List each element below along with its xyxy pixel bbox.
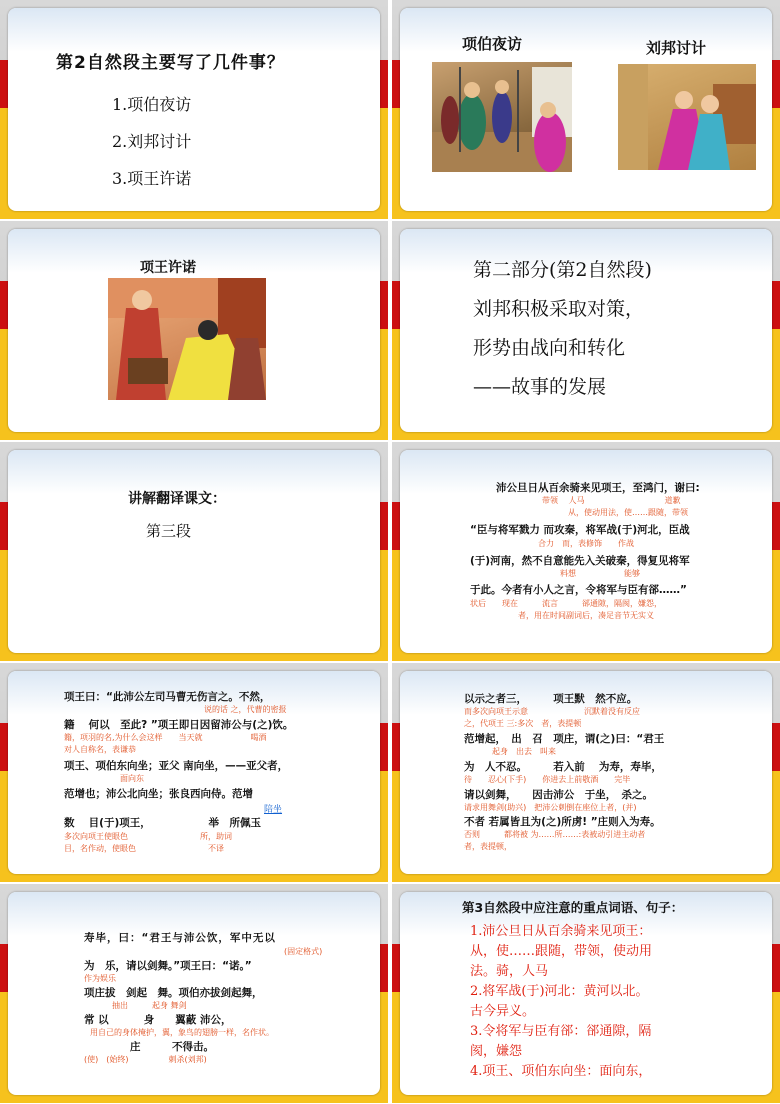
slide-7 xyxy=(0,663,388,882)
list-item: 1.项伯夜访 xyxy=(112,95,192,114)
text-line: 范增起， 出 召 项庄，谓(之)曰：“君王 xyxy=(464,733,665,745)
annotation: 者，用在时间副词后，凑足音节无实义 xyxy=(518,611,654,620)
slide-panel xyxy=(8,450,380,653)
key-point-line: 阂，嫌怨 xyxy=(470,1044,523,1059)
text-line: 沛公旦日从百余骑来见项王，至鸿门，谢曰: xyxy=(496,482,700,494)
slide-panel xyxy=(8,8,380,211)
slide-panel xyxy=(8,229,380,432)
text-line: 项王、项伯东向坐；亚父 南向坐，——亚父者， xyxy=(64,760,289,772)
illustration-liu-bang-council xyxy=(618,64,756,170)
text-line: (于)河南，然不自意能先入关破秦，得复见将军 xyxy=(470,555,690,567)
key-point-line: 古今异义。 xyxy=(470,1004,536,1019)
annotation: 面向东 xyxy=(120,774,144,783)
text-line: 为 乐，请以剑舞。”项王曰：“诺。” xyxy=(84,960,252,972)
annotation: 料想 能够 xyxy=(560,569,640,578)
section-line: ——故事的发展 xyxy=(473,376,607,398)
annotation: 之，代项王 三:多次 者，表提顿 xyxy=(464,719,582,728)
slide-title: 讲解翻译课文： xyxy=(128,491,226,507)
text-line: 常 以 身 翼蔽 沛公， xyxy=(84,1014,232,1026)
slide-6 xyxy=(392,442,780,661)
annotation: 籍，项羽的名,为什么会这样 当天就 喝酒 xyxy=(64,733,267,742)
annotation: 而多次向项王示意 沉默着没有反应 xyxy=(464,707,640,716)
text-line: 项庄拔 剑起 舞。项伯亦拔剑起舞， xyxy=(84,987,263,999)
key-point-line: 法。骑，人马 xyxy=(470,964,549,979)
section-line: 形势由战向和转化 xyxy=(473,337,626,359)
annotation: 抽出 起身 舞剑 xyxy=(112,1001,187,1010)
slide-panel xyxy=(400,892,772,1095)
section-line: 第二部分(第2自然段) xyxy=(473,259,652,281)
text-line: 范增也；沛公北向坐；张良西向侍。范增 xyxy=(64,788,253,800)
slide-question: 第2自然段主要写了几件事？ xyxy=(56,53,285,73)
text-line: 寿毕，曰：“君王与沛公饮，军中无以 xyxy=(84,932,276,944)
slide-5 xyxy=(0,442,388,661)
slide-panel xyxy=(8,671,380,874)
text-line: 数 目(于)项王， 举 所佩玉 xyxy=(64,817,262,829)
annotation: (固定格式) xyxy=(284,947,323,956)
annotation: 合力 而，表修饰 作战 xyxy=(538,539,634,548)
annotation: 目，名作动，使眼色 不译 xyxy=(64,844,224,853)
text-line: 庄 不得击。 xyxy=(130,1041,214,1053)
text-line: 请以剑舞， 因击沛公 于坐， 杀之。 xyxy=(464,789,653,801)
annotation: 说的话 之，代曹的密报 xyxy=(204,705,287,714)
text-line: “臣与将军戮力 而攻秦，将军战(于)河北，臣战 xyxy=(470,524,690,536)
slide-title: 第3自然段中应注意的重点词语、句子： xyxy=(462,900,684,915)
annotation: 请求用舞剑(助兴) 把沛公刺倒在座位上者，(并) xyxy=(464,803,637,812)
key-point-line: 从，使……跟随，带领，使动用 xyxy=(470,944,653,959)
slide-panel xyxy=(8,892,380,1095)
image-caption: 项王许诺 xyxy=(140,260,196,276)
annotation: 从，使动用法，使……跟随，带领 xyxy=(568,508,688,517)
annotation: 用自己的身体掩护，翼，象鸟的翅膀一样，名作状。 xyxy=(90,1028,274,1037)
key-point-line: 4.项王、项伯东向坐：面向东， xyxy=(470,1064,652,1079)
slide-10 xyxy=(392,884,780,1103)
annotation: 者，表提顿， xyxy=(464,842,512,851)
slide-panel xyxy=(400,671,772,874)
list-item: 3.项王许诺 xyxy=(112,169,192,188)
slide-8 xyxy=(392,663,780,882)
illustration-xiang-wang-promise xyxy=(108,278,266,400)
slide-subtitle: 第三段 xyxy=(146,522,192,540)
annotation: 否则 都将被 为……所……:表被动引进主动者 xyxy=(464,830,646,839)
annotation: 起身 出去 叫来 xyxy=(492,747,556,756)
text-line: 项王曰：“此沛公左司马曹无伤言之。不然， xyxy=(64,691,271,703)
illustration-night-visit xyxy=(432,62,572,172)
annotation: 多次向项王使眼色 所，助词 xyxy=(64,832,232,841)
slide-1 xyxy=(0,0,388,219)
annotation: (使) (始终) 刺杀(刘邦) xyxy=(84,1055,207,1064)
key-point-line: 3.令将军与臣有郤：郤通隙，隔 xyxy=(470,1024,652,1039)
image-caption: 刘邦讨计 xyxy=(646,39,707,57)
list-item: 2.刘邦讨计 xyxy=(112,132,192,151)
slide-4 xyxy=(392,221,780,440)
annotation: 对人自称名，表谦恭 xyxy=(64,745,136,754)
slide-3 xyxy=(0,221,388,440)
text-line: 不者 若属皆且为(之)所虏! ”庄则入为寿。 xyxy=(464,816,661,828)
annotation: 作为娱乐 xyxy=(84,974,116,983)
gloss-link[interactable]: 陪坐 xyxy=(264,805,283,815)
slide-panel xyxy=(400,229,772,432)
annotation: 待 忍心(下手) 你进去上前敬酒 完毕 xyxy=(464,775,631,784)
slide-panel xyxy=(400,8,772,211)
text-line: 籍 何以 至此? ”项王即日因留沛公与(之)饮。 xyxy=(64,719,294,731)
key-point-line: 1.沛公旦日从百余骑来见项王： xyxy=(470,924,652,939)
annotation: 状后 现在 流言 郤通隙，隔阂，嫌怨， xyxy=(470,599,662,608)
text-line: 为 人不忍。 若入前 为寿，寿毕， xyxy=(464,761,662,773)
slide-9 xyxy=(0,884,388,1103)
section-line: 刘邦积极采取对策， xyxy=(473,298,645,320)
slide-panel xyxy=(400,450,772,653)
key-point-line: 2.将军战(于)河北：黄河以北。 xyxy=(470,984,649,999)
slide-2 xyxy=(392,0,780,219)
text-line: 于此。今者有小人之言，令将军与臣有郤……” xyxy=(470,584,687,596)
image-caption: 项伯夜访 xyxy=(462,35,523,53)
text-line: 以示之者三， 项王默 然不应。 xyxy=(464,693,638,705)
annotation: 带领 人马 道歉 xyxy=(542,496,681,505)
